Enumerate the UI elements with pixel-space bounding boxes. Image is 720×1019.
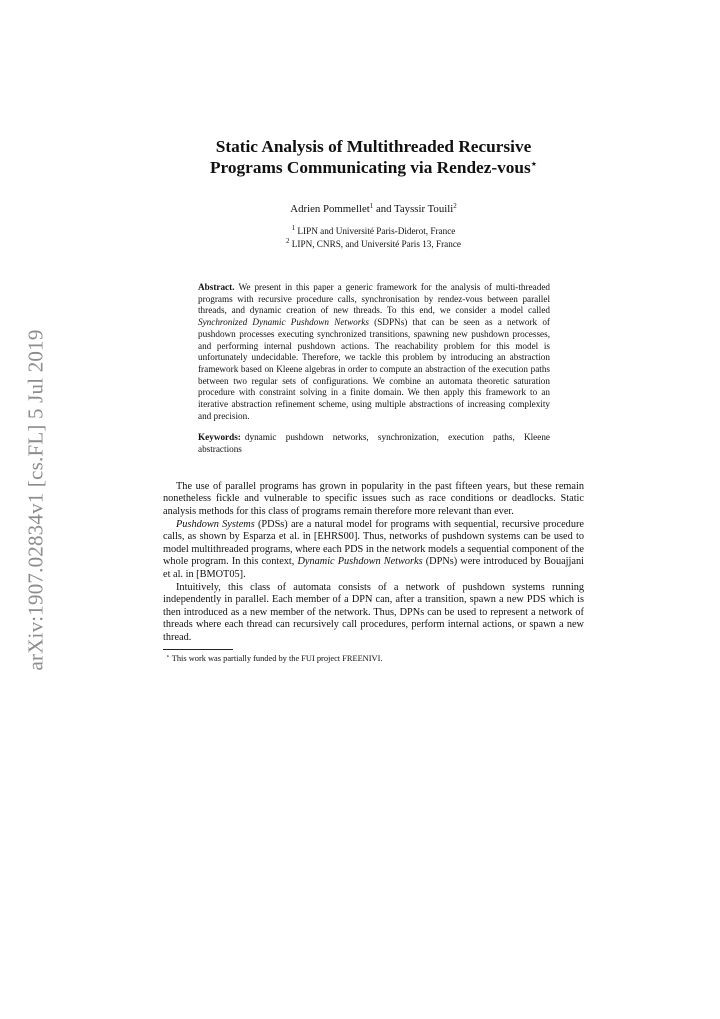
title-line-2: Programs Communicating via Rendez-vous: [209, 158, 531, 177]
footnote: [163, 654, 584, 664]
keywords-text: dynamic pushdown networks, synchronization, execution paths, Kleene abstractions: [198, 432, 550, 455]
author-name: Adrien Pommellet: [290, 203, 370, 215]
introduction-body: [163, 481, 584, 645]
affiliation-mark: 2: [286, 236, 290, 245]
abstract-text: We present in this paper a generic framework for the analysis of multi-threaded programs with recursive procedure calls, synchronisation by rendez-vous between parallel threads, and dynamic creation of new threads. To this end, we consider a model called: [198, 282, 550, 316]
author-list: [163, 202, 584, 216]
body-paragraph: The use of parallel programs has grown in popularity in the past fifteen years, but these remain nonetheless fickle and vulnerable to specific issues such as race conditions or deadlocks. Static analysis methods for this class of programs remain therefore more relevant than ever.: [163, 480, 584, 518]
arxiv-identifier-stamp: arXiv:1907.02834v1 [cs.FL] 5 Jul 2019: [23, 329, 48, 671]
author-name: Tayssir Touili: [394, 203, 454, 215]
body-emphasis: Pushdown Systems: [176, 518, 255, 530]
keywords: [198, 432, 550, 455]
body-paragraph: [163, 519, 584, 582]
affiliation-line: [163, 238, 584, 251]
affiliation-text: LIPN and Université Paris-Diderot, France: [297, 226, 456, 236]
affiliation-line: [163, 225, 584, 238]
author-conjunction: and: [373, 203, 395, 215]
author-affiliation-mark: 2: [453, 202, 457, 210]
author-affiliation-mark: 1: [369, 202, 374, 210]
affiliations: [163, 225, 584, 250]
keywords-label: Keywords:: [198, 432, 241, 443]
affiliation-mark: 1: [291, 224, 296, 232]
footnote-text: This work was partially funded by the FUI project FREENIVI.: [171, 653, 383, 663]
title-footnote-marker: ⋆: [530, 159, 538, 170]
body-text: (PDSs) are a natural model for programs with sequential, recursive procedure calls, as shown by Esparza et al. in [EHRS00]. Thus, networks of pushdown systems can be used to model multithreaded programs, where each PDS in the network models a sequential component of the whole program. In this context,: [163, 518, 584, 568]
footnote-divider: [163, 649, 233, 650]
paper-first-page: [163, 136, 584, 664]
footnote-marker: ⋆: [166, 653, 170, 660]
body-emphasis: Dynamic Pushdown Networks: [297, 556, 423, 568]
abstract-emphasis: Synchronized Dynamic Pushdown Networks: [198, 317, 369, 328]
abstract-text: (SDPNs) that can be seen as a network of pushdown processes executing synchronized transitions, spawning new pushdown processes, and performing internal pushdown actions. The reachability problem for this model is unfortunately undecidable. Therefore, we tackle this problem by introducing an abstraction framework based on Kleene algebras in order to compute an abstraction of the execution paths between two regular sets of configurations. We combine an automata theoretic saturation procedure with constraint solving in a finite domain. We then apply this framework to an iterative abstraction refinement scheme, using multiple abstractions of increasing complexity and precision.: [198, 317, 550, 421]
body-text: (DPNs) were introduced by Bouajjani et al. in [BMOT05].: [163, 556, 584, 580]
affiliation-text: LIPN, CNRS, and Université Paris 13, France: [291, 238, 461, 249]
abstract-label: Abstract.: [198, 282, 235, 292]
abstract: [198, 282, 550, 422]
paper-title: [163, 136, 584, 178]
body-paragraph: Intuitively, this class of automata consists of a network of pushdown systems running independently in parallel. Each member of a DPN can, after a transition, spawn a new PDS which is then introduced as a new member of the network. Thus, DPNs can be used to represent a network of threads where each thread can recursively call procedures, perform internal actions, or spawn a new thread.: [163, 581, 584, 643]
title-line-1: Static Analysis of Multithreaded Recursive: [215, 137, 532, 156]
